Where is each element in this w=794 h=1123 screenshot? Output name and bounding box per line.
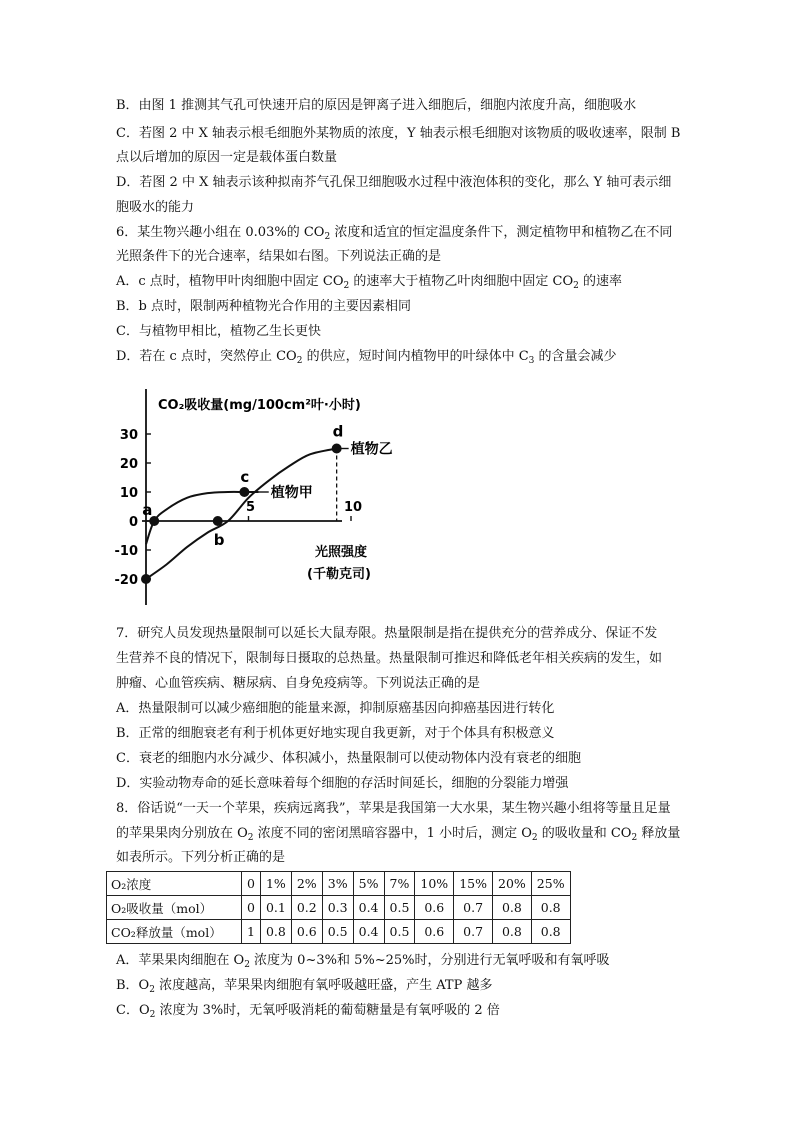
q8-stem-line1: 8．俗话说“一天一个苹果，疾病远离我”，苹果是我国第一大水果，某生物兴趣小组将等量且足量 (116, 801, 671, 816)
x-tick-label: 5 (245, 500, 256, 515)
point-label-c: c (240, 468, 250, 486)
table-cell: 0.8 (531, 920, 570, 944)
point-label-a: a (142, 501, 153, 519)
table-cell: 0.8 (260, 920, 291, 944)
y-tick-label: -20 (114, 573, 138, 588)
table-cell: 1 (242, 920, 261, 944)
table-cell: 2% (291, 872, 322, 896)
table-cell: 0.1 (260, 896, 291, 920)
table-cell: 5% (353, 872, 384, 896)
table-cell: 0 (242, 872, 261, 896)
q6-stem-line1: 6．某生物兴趣小组在 0.03%的 $CO_2$ 浓度和适宜的恒定温度条件下，测定植物甲和植物乙在不同 (116, 225, 673, 242)
q8-option-a: A．苹果果肉细胞在 $O_2$ 浓度为 0~3%和 5%~25%时，分别进行无氧呼吸和有氧呼吸 (116, 953, 610, 970)
q8-stem-line3: 如表所示。下列分析正确的是 (116, 850, 286, 865)
q8-option-c: C．$O_2$ 浓度为 3%时，无氧呼吸消耗的葡萄糖量是有氧呼吸的 2 倍 (116, 1003, 500, 1020)
table-cell: 0.4 (353, 920, 384, 944)
q5-option-d-line2: 胞吸水的能力 (116, 200, 195, 215)
table-row (107, 920, 571, 944)
table-cell: 0.3 (322, 896, 353, 920)
table-cell: 0.5 (384, 896, 415, 920)
table-cell: 0.4 (353, 896, 384, 920)
oxygen-data-table (106, 871, 571, 944)
table-cell: 0 (242, 896, 261, 920)
table-cell: 0.2 (291, 896, 322, 920)
table-cell: 0.8 (531, 896, 570, 920)
photosynthesis-chart (110, 383, 410, 608)
y-tick-label: 30 (119, 428, 138, 443)
y-tick-label: 0 (128, 515, 138, 530)
y-tick-label: 20 (119, 457, 138, 472)
y-tick-label: -10 (114, 544, 138, 559)
table-cell: 0.8 (493, 920, 532, 944)
row-label-o2-absorption: O₂吸收量（mol） (107, 896, 242, 920)
point-b (213, 516, 223, 526)
table-cell: 0.7 (454, 896, 493, 920)
table-cell: 1% (260, 872, 291, 896)
table-cell: 15% (454, 872, 493, 896)
q7-option-c: C．衰老的细胞内水分减少、体积减小，热量限制可以使动物体内没有衰老的细胞 (116, 751, 581, 766)
q6-option-c: C．与植物甲相比，植物乙生长更快 (116, 324, 321, 339)
table-row (107, 872, 571, 896)
q7-option-b: B．正常的细胞衰老有利于机体更好地实现自我更新，对于个体具有积极意义 (116, 726, 555, 741)
series-label-plant-yi: 植物乙 (350, 441, 393, 458)
point-c (239, 487, 249, 497)
table-cell: 7% (384, 872, 415, 896)
table-cell: 3% (322, 872, 353, 896)
table-cell: 0.6 (415, 896, 454, 920)
table-cell: 0.6 (415, 920, 454, 944)
q5-option-c-line1: C．若图 2 中 X 轴表示根毛细胞外某物质的浓度，Y 轴表示根毛细胞对该物质的吸收速率，限制 B (116, 126, 681, 141)
point-label-d: d (332, 422, 344, 441)
q7-stem-line3: 肿瘤、心血管疾病、糖尿病、自身免疫病等。下列说法正确的是 (116, 676, 481, 691)
q6-option-b: B．b 点时，限制两种植物光合作用的主要因素相同 (116, 299, 412, 314)
q6-option-a: A．c 点时，植物甲叶肉细胞中固定 $CO_2$ 的速率大于植物乙叶肉细胞中固定 $CO_2$ 的速率 (116, 274, 623, 291)
point-label-b: b (213, 531, 225, 549)
table-cell: 0.8 (493, 896, 532, 920)
q5-option-b: B．由图 1 推测其气孔可快速开启的原因是钾离子进入细胞后，细胞内浓度升高，细胞吸水 (116, 98, 637, 113)
q7-stem-line1: 7．研究人员发现热量限制可以延长大鼠寿限。热量限制是指在提供充分的营养成分、保证不发 (116, 626, 658, 641)
table-cell: 0.6 (291, 920, 322, 944)
x-axis-label-line2: (千勒克司) (307, 567, 371, 582)
y-tick-label: 10 (119, 486, 138, 501)
table-cell: 25% (531, 872, 570, 896)
q7-stem-line2: 生营养不良的情况下，限制每日摄取的总热量。热量限制可推迟和降低老年相关疾病的发生，如 (116, 651, 663, 666)
q6-option-d: D．若在 c 点时，突然停止 $CO_2$ 的供应，短时间内植物甲的叶绿体中 $C_3$ 的含量会减少 (116, 349, 617, 366)
x-tick-label: 10 (343, 500, 363, 515)
table-cell: 0.5 (384, 920, 415, 944)
table-cell: 20% (493, 872, 532, 896)
table-cell: 0.5 (322, 920, 353, 944)
q7-option-a: A．热量限制可以减少癌细胞的能量来源，抑制原癌基因向抑癌基因进行转化 (116, 701, 555, 716)
q5-option-d-line1: D．若图 2 中 X 轴表示该种拟南芥气孔保卫细胞吸水过程中液泡体积的变化，那么 Y 轴可表示细 (116, 175, 672, 190)
point-intercept-plant-yi (141, 574, 151, 584)
table-cell: 0.7 (454, 920, 493, 944)
x-axis-label-line1: 光照强度 (315, 545, 368, 560)
q5-option-c-line2: 点以后增加的原因一定是载体蛋白数量 (116, 150, 338, 165)
table-cell: 10% (415, 872, 454, 896)
q6-stem-line2: 光照条件下的光合速率，结果如右图。下列说法正确的是 (116, 249, 442, 264)
series-label-plant-jia: 植物甲 (270, 485, 313, 501)
row-label-o2-concentration: O₂浓度 (107, 872, 242, 896)
q8-option-b: B．$O_2$ 浓度越高，苹果果肉细胞有氧呼吸越旺盛，产生 ATP 越多 (116, 978, 493, 995)
q8-stem-line2: 的苹果果肉分别放在 $O_2$ 浓度不同的密闭黑暗容器中，1 小时后，测定 $O_2$ 的吸收量和 $CO_2$ 释放量 (116, 826, 681, 843)
q7-option-d: D．实验动物寿命的延长意味着每个细胞的存活时间延长，细胞的分裂能力增强 (116, 776, 569, 791)
row-label-co2-release: CO₂释放量（mol） (107, 920, 242, 944)
table-row (107, 896, 571, 920)
y-axis-label: CO₂吸收量(mg/100cm²叶·小时) (158, 398, 361, 413)
